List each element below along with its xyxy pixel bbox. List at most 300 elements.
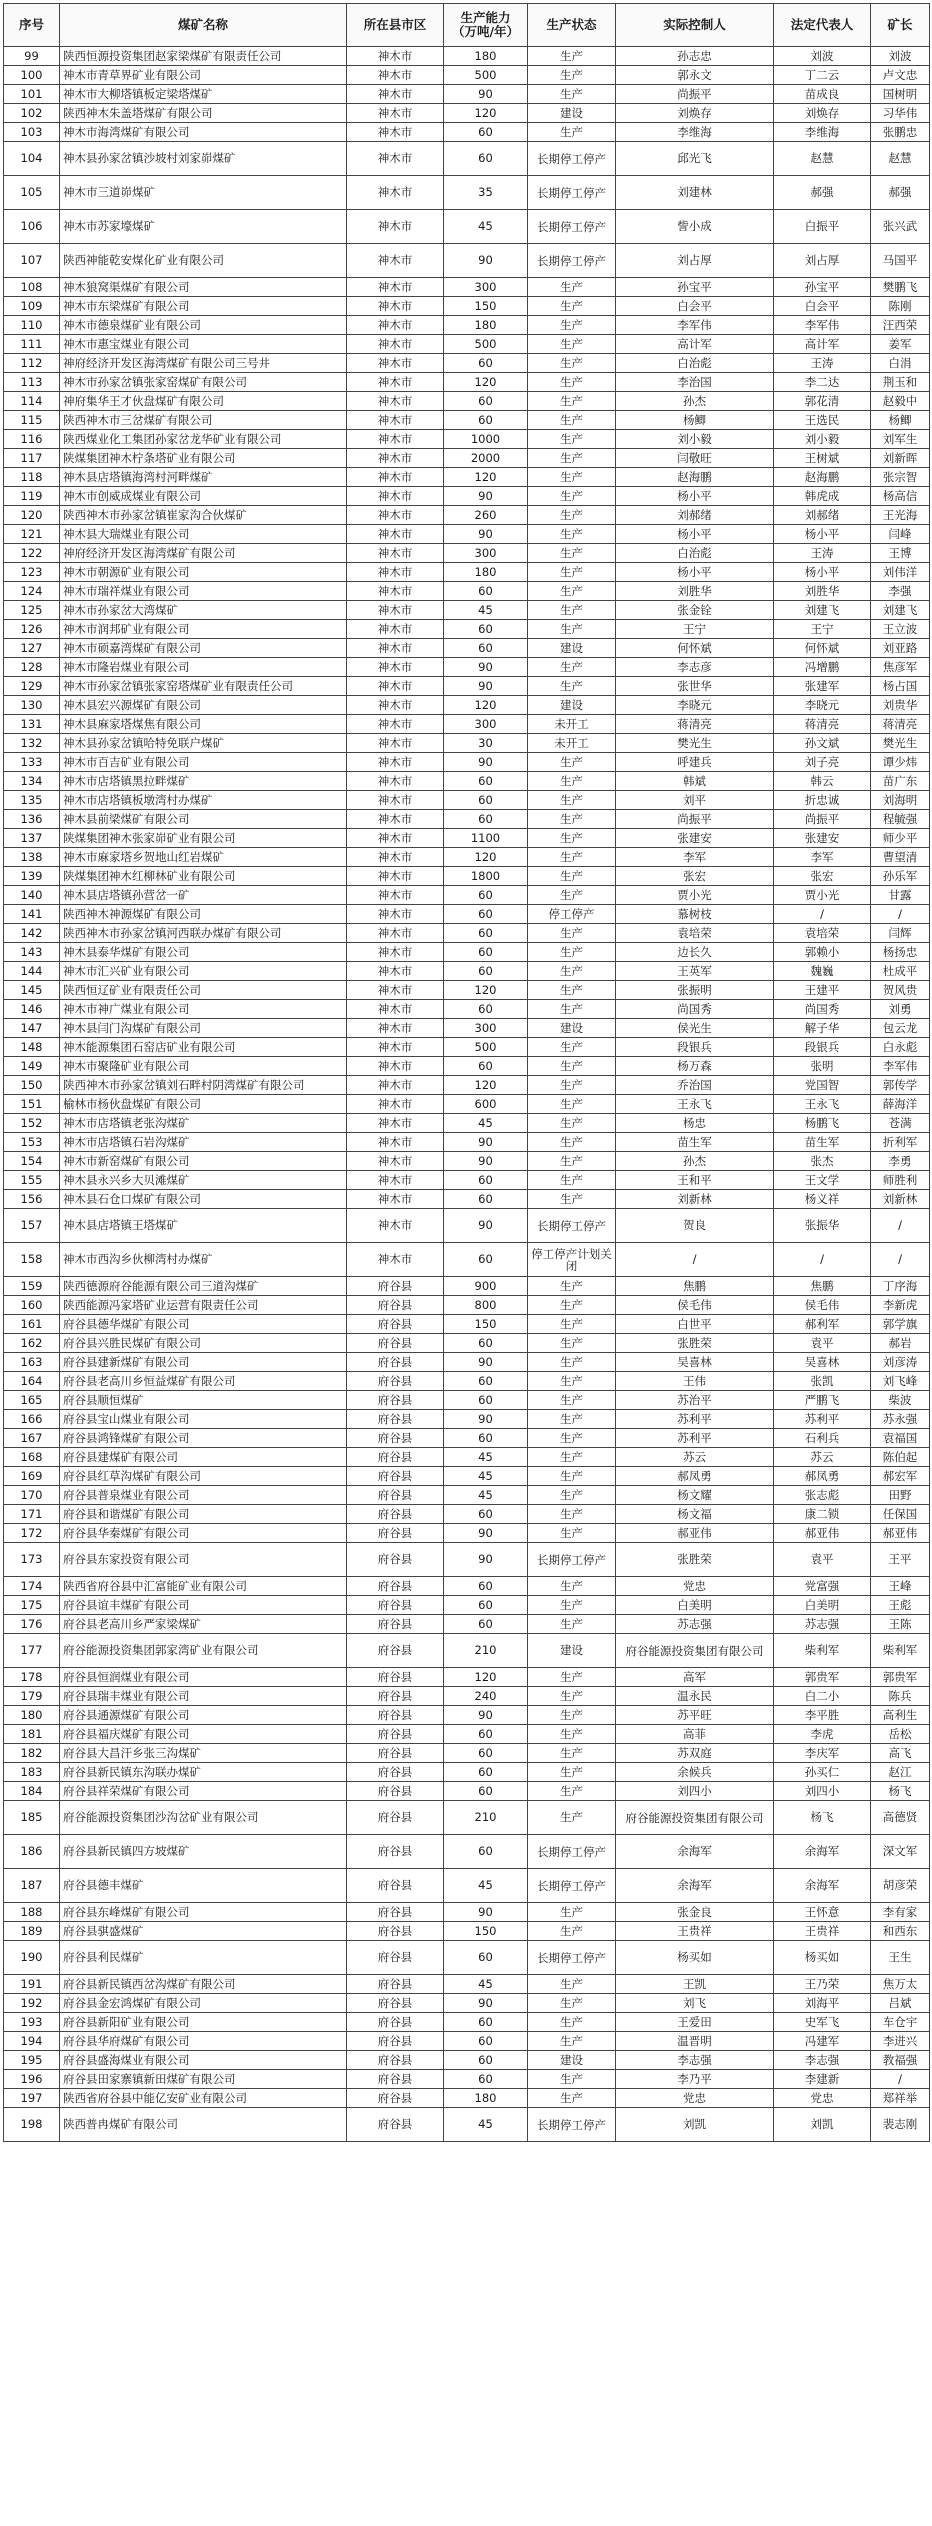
cell-index: 111: [4, 335, 60, 354]
cell-controller: 尚振平: [616, 810, 774, 829]
cell-legal-rep: 冯建军: [774, 2032, 871, 2051]
header-mine-name: 煤矿名称: [60, 4, 347, 47]
cell-mine-name: 神木县宏兴源煤矿有限公司: [60, 696, 347, 715]
cell-controller: 郝凤勇: [616, 1467, 774, 1486]
cell-county: 神木市: [347, 753, 444, 772]
cell-legal-rep: 吴喜林: [774, 1353, 871, 1372]
cell-status: 生产: [528, 1448, 616, 1467]
cell-index: 164: [4, 1372, 60, 1391]
cell-mine-manager: 郝宏军: [871, 1467, 930, 1486]
cell-controller: 刘小毅: [616, 430, 774, 449]
cell-mine-manager: 陈刚: [871, 297, 930, 316]
cell-mine-name: 府谷县瑞丰煤业有限公司: [60, 1687, 347, 1706]
cell-county: 府谷县: [347, 1277, 444, 1296]
cell-county: 神木市: [347, 1243, 444, 1277]
cell-legal-rep: 韩虎成: [774, 487, 871, 506]
cell-capacity: 45: [444, 1975, 528, 1994]
cell-capacity: 90: [444, 1410, 528, 1429]
cell-capacity: 120: [444, 696, 528, 715]
cell-status: 生产: [528, 297, 616, 316]
cell-mine-name: 神木市西沟乡伙柳湾村办煤矿: [60, 1243, 347, 1277]
cell-index: 192: [4, 1994, 60, 2013]
cell-legal-rep: 刘建飞: [774, 601, 871, 620]
cell-mine-manager: 刘新晖: [871, 449, 930, 468]
cell-county: 府谷县: [347, 1372, 444, 1391]
cell-capacity: 60: [444, 123, 528, 142]
cell-controller: 李晓元: [616, 696, 774, 715]
cell-capacity: 60: [444, 1941, 528, 1975]
cell-county: 神木市: [347, 867, 444, 886]
cell-legal-rep: 袁平: [774, 1334, 871, 1353]
cell-index: 110: [4, 316, 60, 335]
cell-mine-name: 神木市店塔镇老张沟煤矿: [60, 1114, 347, 1133]
cell-mine-manager: 汪西荣: [871, 316, 930, 335]
cell-legal-rep: 苏利平: [774, 1410, 871, 1429]
cell-legal-rep: 李建新: [774, 2070, 871, 2089]
table-row: [4, 1975, 930, 1994]
cell-mine-name: 府谷县福庆煤矿有限公司: [60, 1725, 347, 1744]
cell-mine-manager: 甘露: [871, 886, 930, 905]
cell-controller: 刘焕存: [616, 104, 774, 123]
table-row: [4, 123, 930, 142]
cell-legal-rep: 严鹏飞: [774, 1391, 871, 1410]
cell-mine-name: 神木市三道峁煤矿: [60, 176, 347, 210]
cell-county: 神木市: [347, 278, 444, 297]
cell-mine-manager: 谭少炜: [871, 753, 930, 772]
cell-county: 府谷县: [347, 2032, 444, 2051]
cell-mine-name: 神木县大瑞煤业有限公司: [60, 525, 347, 544]
cell-county: 府谷县: [347, 1391, 444, 1410]
cell-index: 174: [4, 1577, 60, 1596]
cell-controller: 苏利平: [616, 1410, 774, 1429]
cell-capacity: 45: [444, 601, 528, 620]
cell-index: 178: [4, 1668, 60, 1687]
cell-status: 生产: [528, 411, 616, 430]
cell-mine-manager: 李进兴: [871, 2032, 930, 2051]
cell-mine-name: 府谷县新阳矿业有限公司: [60, 2013, 347, 2032]
cell-capacity: 90: [444, 1152, 528, 1171]
cell-mine-manager: 国树明: [871, 85, 930, 104]
table-row: [4, 1315, 930, 1334]
cell-mine-manager: 师少平: [871, 829, 930, 848]
cell-index: 175: [4, 1596, 60, 1615]
cell-legal-rep: 刘焕存: [774, 104, 871, 123]
cell-legal-rep: 刘占厚: [774, 244, 871, 278]
cell-index: 139: [4, 867, 60, 886]
cell-mine-name: 府谷县华府煤矿有限公司: [60, 2032, 347, 2051]
cell-legal-rep: 张宏: [774, 867, 871, 886]
cell-county: 神木市: [347, 905, 444, 924]
cell-capacity: 600: [444, 1095, 528, 1114]
cell-mine-manager: 师胜利: [871, 1171, 930, 1190]
cell-controller: 尚振平: [616, 85, 774, 104]
cell-mine-name: 神府经济开发区海湾煤矿有限公司: [60, 544, 347, 563]
cell-status: 生产: [528, 392, 616, 411]
cell-legal-rep: 尚国秀: [774, 1000, 871, 1019]
cell-capacity: 45: [444, 1869, 528, 1903]
cell-index: 130: [4, 696, 60, 715]
cell-index: 196: [4, 2070, 60, 2089]
cell-controller: 刘凯: [616, 2108, 774, 2142]
cell-status: 生产: [528, 1315, 616, 1334]
cell-legal-rep: 刘小毅: [774, 430, 871, 449]
cell-mine-manager: 王峰: [871, 1577, 930, 1596]
cell-status: 生产: [528, 582, 616, 601]
cell-mine-manager: /: [871, 2070, 930, 2089]
cell-mine-manager: 杨高信: [871, 487, 930, 506]
cell-capacity: 90: [444, 1524, 528, 1543]
cell-controller: 王宁: [616, 620, 774, 639]
cell-capacity: 60: [444, 772, 528, 791]
cell-capacity: 60: [444, 1577, 528, 1596]
table-row: [4, 506, 930, 525]
cell-status: 生产: [528, 791, 616, 810]
cell-index: 149: [4, 1057, 60, 1076]
cell-mine-manager: 闫峰: [871, 525, 930, 544]
cell-legal-rep: 史军飞: [774, 2013, 871, 2032]
cell-capacity: 60: [444, 1190, 528, 1209]
cell-capacity: 60: [444, 1596, 528, 1615]
table-row: [4, 525, 930, 544]
table-row: [4, 1903, 930, 1922]
table-row: [4, 1668, 930, 1687]
table-row: [4, 924, 930, 943]
cell-county: 府谷县: [347, 1634, 444, 1668]
cell-index: 162: [4, 1334, 60, 1353]
cell-index: 166: [4, 1410, 60, 1429]
cell-status: 生产: [528, 563, 616, 582]
table-row: [4, 1744, 930, 1763]
cell-mine-manager: 习华伟: [871, 104, 930, 123]
cell-status: 生产: [528, 487, 616, 506]
cell-mine-manager: /: [871, 1243, 930, 1277]
cell-legal-rep: 郭贵军: [774, 1668, 871, 1687]
table-row: [4, 1577, 930, 1596]
table-row: [4, 1209, 930, 1243]
cell-mine-name: 神木市店塔镇板墩湾村办煤矿: [60, 791, 347, 810]
cell-county: 神木市: [347, 335, 444, 354]
cell-controller: 杨鲫: [616, 411, 774, 430]
cell-controller: 乔治国: [616, 1076, 774, 1095]
cell-status: 生产: [528, 354, 616, 373]
cell-legal-rep: 贾小光: [774, 886, 871, 905]
cell-capacity: 60: [444, 1725, 528, 1744]
table-row: [4, 66, 930, 85]
cell-mine-name: 神木市孙家岔大湾煤矿: [60, 601, 347, 620]
cell-county: 府谷县: [347, 1744, 444, 1763]
cell-index: 181: [4, 1725, 60, 1744]
cell-mine-name: 神木市润邦矿业有限公司: [60, 620, 347, 639]
cell-mine-manager: 陈兵: [871, 1687, 930, 1706]
cell-index: 126: [4, 620, 60, 639]
header-county: 所在县市区: [347, 4, 444, 47]
cell-legal-rep: 石利兵: [774, 1429, 871, 1448]
cell-mine-name: 神木市新窑煤矿有限公司: [60, 1152, 347, 1171]
cell-index: 155: [4, 1171, 60, 1190]
cell-status: 生产: [528, 66, 616, 85]
cell-county: 府谷县: [347, 1687, 444, 1706]
cell-legal-rep: 高计军: [774, 335, 871, 354]
cell-legal-rep: 侯毛伟: [774, 1296, 871, 1315]
cell-legal-rep: 党国智: [774, 1076, 871, 1095]
cell-capacity: 60: [444, 142, 528, 176]
cell-legal-rep: 郝强: [774, 176, 871, 210]
cell-capacity: 45: [444, 1114, 528, 1133]
table-row: [4, 2013, 930, 2032]
cell-index: 163: [4, 1353, 60, 1372]
cell-mine-manager: 张兴武: [871, 210, 930, 244]
cell-mine-name: 神木县孙家岔镇哈特免联户煤矿: [60, 734, 347, 753]
cell-mine-name: 府谷县新民镇东沟联办煤矿: [60, 1763, 347, 1782]
cell-controller: 府谷能源投资集团有限公司: [616, 1801, 774, 1835]
cell-legal-rep: 冯增鹏: [774, 658, 871, 677]
cell-capacity: 120: [444, 104, 528, 123]
cell-index: 122: [4, 544, 60, 563]
cell-index: 195: [4, 2051, 60, 2070]
cell-mine-manager: 赵慧: [871, 142, 930, 176]
cell-mine-manager: 樊鹏飞: [871, 278, 930, 297]
cell-mine-manager: 柴波: [871, 1391, 930, 1410]
cell-mine-name: 府谷县鸿锋煤矿有限公司: [60, 1429, 347, 1448]
cell-controller: 白美明: [616, 1596, 774, 1615]
cell-county: 府谷县: [347, 1903, 444, 1922]
cell-county: 神木市: [347, 1076, 444, 1095]
cell-county: 府谷县: [347, 1577, 444, 1596]
cell-legal-rep: 折忠诚: [774, 791, 871, 810]
cell-index: 177: [4, 1634, 60, 1668]
cell-controller: 李维海: [616, 123, 774, 142]
cell-controller: 温永民: [616, 1687, 774, 1706]
cell-status: 生产: [528, 1596, 616, 1615]
table-row: [4, 430, 930, 449]
cell-mine-manager: 贺风贵: [871, 981, 930, 1000]
cell-mine-manager: 刘亚路: [871, 639, 930, 658]
cell-status: 生产: [528, 373, 616, 392]
cell-county: 府谷县: [347, 1615, 444, 1634]
cell-mine-name: 神木市店塔镇石岩沟煤矿: [60, 1133, 347, 1152]
cell-legal-rep: 白美明: [774, 1596, 871, 1615]
cell-mine-name: 陕西恒源投资集团赵家梁煤矿有限责任公司: [60, 47, 347, 66]
cell-county: 神木市: [347, 1190, 444, 1209]
cell-legal-rep: 刘海平: [774, 1994, 871, 2013]
cell-legal-rep: 杨飞: [774, 1801, 871, 1835]
cell-mine-manager: 程毓强: [871, 810, 930, 829]
cell-legal-rep: 张建军: [774, 677, 871, 696]
table-row: [4, 1922, 930, 1941]
cell-status: 生产: [528, 772, 616, 791]
table-row: [4, 905, 930, 924]
cell-capacity: 90: [444, 1903, 528, 1922]
cell-county: 府谷县: [347, 1596, 444, 1615]
cell-capacity: 30: [444, 734, 528, 753]
cell-capacity: 90: [444, 85, 528, 104]
table-row: [4, 47, 930, 66]
cell-status: 生产: [528, 1171, 616, 1190]
cell-mine-manager: 卢文忠: [871, 66, 930, 85]
table-row: [4, 867, 930, 886]
cell-mine-manager: 焦万太: [871, 1975, 930, 1994]
cell-controller: 蒋清亮: [616, 715, 774, 734]
cell-controller: 边长久: [616, 943, 774, 962]
cell-mine-manager: 马国平: [871, 244, 930, 278]
cell-mine-name: 神木县麻家塔煤焦有限公司: [60, 715, 347, 734]
cell-county: 神木市: [347, 354, 444, 373]
cell-legal-rep: 王树斌: [774, 449, 871, 468]
cell-mine-name: 神木市创威成煤业有限公司: [60, 487, 347, 506]
cell-legal-rep: 杨小平: [774, 525, 871, 544]
cell-county: 神木市: [347, 772, 444, 791]
cell-capacity: 120: [444, 1076, 528, 1095]
cell-mine-name: 府谷县田家寨镇新田煤矿有限公司: [60, 2070, 347, 2089]
table-row: [4, 1000, 930, 1019]
cell-status: 生产: [528, 981, 616, 1000]
cell-mine-name: 神木市海湾煤矿有限公司: [60, 123, 347, 142]
cell-county: 神木市: [347, 142, 444, 176]
cell-county: 神木市: [347, 810, 444, 829]
cell-status: 生产: [528, 47, 616, 66]
cell-county: 神木市: [347, 1209, 444, 1243]
table-row: [4, 1038, 930, 1057]
table-row: [4, 2051, 930, 2070]
cell-county: 神木市: [347, 582, 444, 601]
cell-mine-name: 神木县石仓口煤矿有限公司: [60, 1190, 347, 1209]
cell-index: 128: [4, 658, 60, 677]
cell-mine-name: 神府集华王才伙盘煤矿有限公司: [60, 392, 347, 411]
cell-capacity: 1100: [444, 829, 528, 848]
cell-county: 府谷县: [347, 2051, 444, 2070]
cell-county: 神木市: [347, 316, 444, 335]
cell-mine-manager: 郭传学: [871, 1076, 930, 1095]
cell-legal-rep: 张振华: [774, 1209, 871, 1243]
cell-index: 147: [4, 1019, 60, 1038]
table-row: [4, 2032, 930, 2051]
cell-controller: 李治国: [616, 373, 774, 392]
cell-county: 府谷县: [347, 1801, 444, 1835]
cell-controller: 孙杰: [616, 1152, 774, 1171]
cell-mine-name: 府谷县东峰煤矿有限公司: [60, 1903, 347, 1922]
cell-county: 神木市: [347, 943, 444, 962]
cell-controller: 党忠: [616, 2089, 774, 2108]
cell-county: 神木市: [347, 563, 444, 582]
table-row: [4, 696, 930, 715]
cell-legal-rep: 王选民: [774, 411, 871, 430]
cell-county: 神木市: [347, 1133, 444, 1152]
cell-mine-manager: 杨鲫: [871, 411, 930, 430]
cell-controller: 吴喜林: [616, 1353, 774, 1372]
cell-mine-name: 府谷县祥荣煤矿有限公司: [60, 1782, 347, 1801]
cell-capacity: 60: [444, 1243, 528, 1277]
cell-controller: 杨小平: [616, 487, 774, 506]
cell-mine-manager: 岳松: [871, 1725, 930, 1744]
cell-mine-manager: 刘勇: [871, 1000, 930, 1019]
cell-status: 生产: [528, 848, 616, 867]
cell-mine-manager: 白涓: [871, 354, 930, 373]
cell-status: 生产: [528, 1725, 616, 1744]
cell-mine-name: 神府经济开发区海湾煤矿有限公司三号井: [60, 354, 347, 373]
cell-legal-rep: 刘胜华: [774, 582, 871, 601]
table-row: [4, 1941, 930, 1975]
table-row: [4, 1019, 930, 1038]
table-row: [4, 278, 930, 297]
cell-mine-name: 府谷能源投资集团郭家湾矿业有限公司: [60, 1634, 347, 1668]
cell-index: 123: [4, 563, 60, 582]
cell-county: 府谷县: [347, 1668, 444, 1687]
cell-legal-rep: 余海军: [774, 1835, 871, 1869]
cell-mine-manager: 焦彦军: [871, 658, 930, 677]
cell-status: 生产: [528, 924, 616, 943]
cell-capacity: 60: [444, 1615, 528, 1634]
cell-mine-name: 府谷县红草沟煤矿有限公司: [60, 1467, 347, 1486]
cell-index: 184: [4, 1782, 60, 1801]
table-row: [4, 210, 930, 244]
cell-county: 府谷县: [347, 1782, 444, 1801]
cell-index: 197: [4, 2089, 60, 2108]
cell-legal-rep: 杨买如: [774, 1941, 871, 1975]
cell-controller: 刘郝绪: [616, 506, 774, 525]
cell-legal-rep: 党忠: [774, 2089, 871, 2108]
cell-capacity: 60: [444, 1763, 528, 1782]
cell-controller: 贾小光: [616, 886, 774, 905]
cell-county: 府谷县: [347, 1296, 444, 1315]
cell-controller: 王凯: [616, 1975, 774, 1994]
cell-county: 府谷县: [347, 1922, 444, 1941]
cell-status: 生产: [528, 1975, 616, 1994]
cell-county: 府谷县: [347, 1975, 444, 1994]
cell-status: 停工停产: [528, 905, 616, 924]
cell-mine-manager: 孙乐军: [871, 867, 930, 886]
table-row: [4, 848, 930, 867]
cell-index: 102: [4, 104, 60, 123]
header-controller: 实际控制人: [616, 4, 774, 47]
cell-county: 神木市: [347, 1152, 444, 1171]
cell-county: 神木市: [347, 392, 444, 411]
cell-legal-rep: 郝亚伟: [774, 1524, 871, 1543]
cell-mine-manager: 李新虎: [871, 1296, 930, 1315]
cell-index: 112: [4, 354, 60, 373]
cell-legal-rep: /: [774, 1243, 871, 1277]
cell-index: 105: [4, 176, 60, 210]
cell-county: 府谷县: [347, 1429, 444, 1448]
cell-capacity: 60: [444, 1782, 528, 1801]
table-row: [4, 244, 930, 278]
cell-mine-manager: 吕斌: [871, 1994, 930, 2013]
cell-county: 府谷县: [347, 1994, 444, 2013]
cell-index: 176: [4, 1615, 60, 1634]
table-row: [4, 544, 930, 563]
cell-status: 生产: [528, 1372, 616, 1391]
cell-controller: 刘四小: [616, 1782, 774, 1801]
cell-mine-manager: 胡彦荣: [871, 1869, 930, 1903]
cell-mine-manager: 刘建飞: [871, 601, 930, 620]
cell-mine-manager: 郝亚伟: [871, 1524, 930, 1543]
cell-legal-rep: 苗生军: [774, 1133, 871, 1152]
coal-mine-table: [3, 3, 930, 2142]
cell-capacity: 45: [444, 1448, 528, 1467]
cell-mine-name: 府谷县盛海煤业有限公司: [60, 2051, 347, 2070]
cell-county: 府谷县: [347, 1941, 444, 1975]
cell-index: 151: [4, 1095, 60, 1114]
cell-legal-rep: 张建安: [774, 829, 871, 848]
cell-status: 生产: [528, 2013, 616, 2032]
cell-index: 189: [4, 1922, 60, 1941]
table-row: [4, 1869, 930, 1903]
cell-legal-rep: 王涛: [774, 544, 871, 563]
cell-controller: 苏平旺: [616, 1706, 774, 1725]
cell-status: 生产: [528, 316, 616, 335]
cell-index: 140: [4, 886, 60, 905]
cell-capacity: 60: [444, 2051, 528, 2070]
cell-status: 生产: [528, 810, 616, 829]
